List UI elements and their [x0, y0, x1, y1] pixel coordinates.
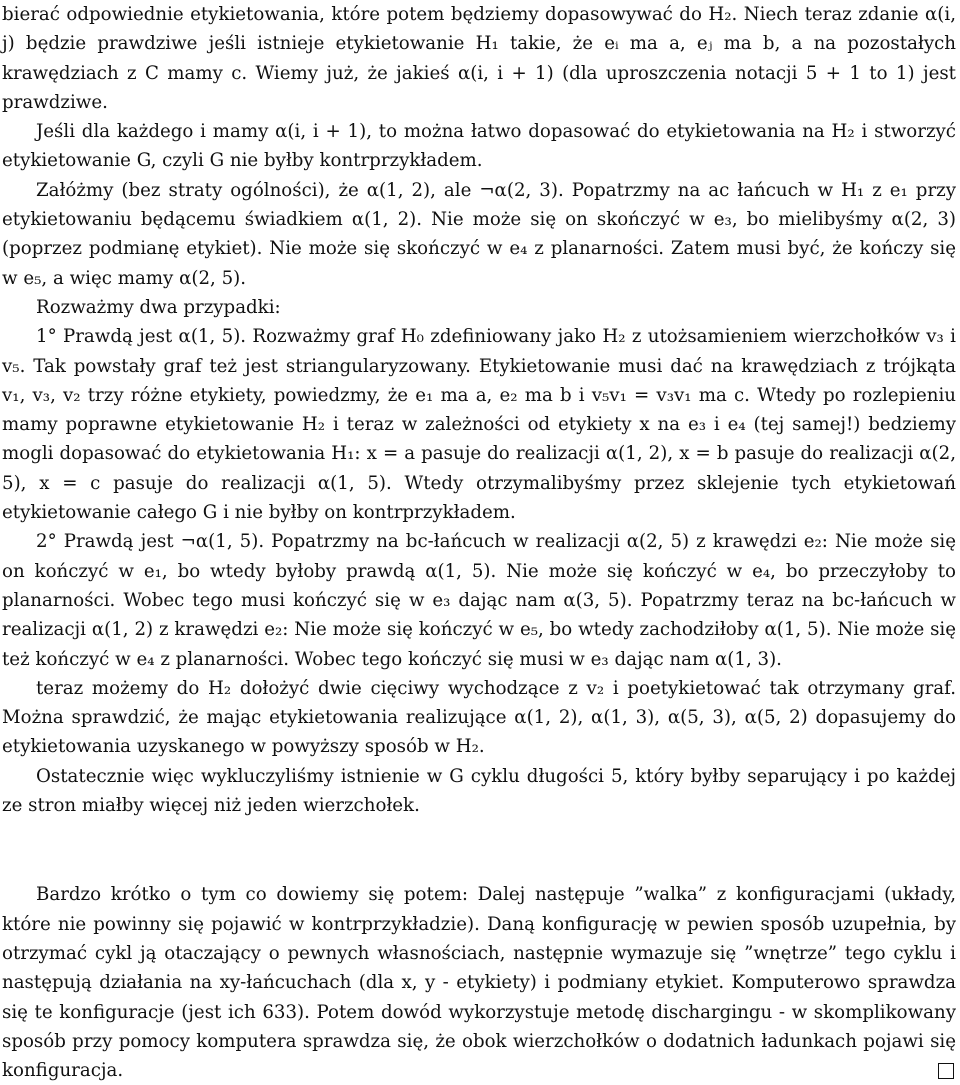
case-1-paragraph: 1° Prawdą jest α(1, 5). Rozważmy graf H₀ zdefiniowany jako H₂ z utożsamieniem wierzchołków v₃ i v₅. Tak powstały graf też jest striangularyzowany. Etykietowanie musi dać na krawędziach z trójkąta v₁, v₃, v₂ trzy różne etykiety, powiedzmy, że e₁ ma a, e₂ ma b i v₅v₁ = v₃v₁ ma c. Wtedy po rozlepieniu mamy poprawne etykietowanie H₂ i teraz w zależności od etykiety x na e₃ i e₄ (tej samej!) bedziemy mogli dopasować do etykietowania H₁: x = a pasuje do realizacji α(1, 2), x = b pasuje do realizacji α(2, 5), x = c pasuje do realizacji α(1, 5). Wtedy otrzymalibyśmy przez sklejenie tych etykietowań etykietowanie całego G i nie byłby on kontrprzykładem.: [2, 326, 956, 524]
paragraph-conclusion: Ostatecznie więc wykluczyliśmy istnienie w G cyklu długości 5, który byłby separujący i po każdej ze stron miałby więcej niż jeden wierzchołek.: [2, 765, 956, 817]
paragraph-3: Załóżmy (bez straty ogólności), że α(1, 2), ale ¬α(2, 3). Popatrzmy na ac łańcuch w H₁ z e₁ przy etykietowaniu będącemu świadkiem α(1, 2). Nie może się on skończyć w e₃, bo mielibyśmy α(2, 3) (poprzez podmianę etykiet). Nie może się skończyć w e₄ z planarności. Zatem musi być, że kończy się w e₅, a więc mamy α(2, 5).: [2, 179, 956, 289]
paragraph-1: bierać odpowiednie etykietowania, które potem będziemy dopasowywać do H₂. Niech teraz zdanie α(i, j) będzie prawdziwe jeśli istnieje etykietowanie H₁ takie, że eᵢ ma a, eⱼ ma b, a na pozostałych krawędziach z C mamy c. Wiemy już, że jakieś α(i, i + 1) (dla uproszczenia notacji 5 + 1 to 1) jest prawdziwe.: [2, 4, 956, 113]
section-gap: [2, 820, 956, 880]
paragraph-2: Jeśli dla każdego i mamy α(i, i + 1), to można łatwo dopasować do etykietowania na H₂ i stworzyć etykietowanie G, czyli G nie byłby kontrprzykładem.: [2, 121, 956, 172]
final-paragraph-container: [2, 880, 956, 1085]
paragraph-chords: teraz możemy do H₂ dołożyć dwie cięciwy wychodzące z v₂ i poetykietować tak otrzymany graf. Można sprawdzić, że mając etykietowania realizujące α(1, 2), α(1, 3), α(5, 3), α(5, 2) dopasujemy do etykietowania uzyskanego w powyższy sposób w H₂.: [2, 677, 956, 758]
paragraph-summary: Bardzo krótko o tym co dowiemy się potem: Dalej następuje ”walka” z konfiguracjami (układy, które nie powinny się pojawić w kontrprzykładzie). Daną konfigurację w pewien sposób uzupełnia, by otrzymać cykl ją otaczający o pewnych własnościach, następnie wymazuje się ”wnętrze” tego cyklu i następują działania na xy-łańcuchach (dla x, y - etykiety) i podmiany etykiet. Komputerowo sprawdza się te konfiguracje (jest ich 633). Potem dowód wykorzystuje metodę dischargingu - w skomplikowany sposób przy pomocy komputera sprawdza się, że obok wierzchołków o dodatnich ładunkach pojawi się konfiguracja.: [2, 884, 956, 1082]
paragraph-4: Rozważmy dwa przypadki:: [36, 296, 281, 318]
case-2-paragraph: 2° Prawdą jest ¬α(1, 5). Popatrzmy na bc-łańcuch w realizacji α(2, 5) z krawędzi e₂: Nie może się on kończyć w e₁, bo wtedy byłoby prawdą α(1, 5). Nie może się kończyć w e₄, bo przeczyłoby to planarności. Wobec tego musi kończyć się w e₃ dając nam α(3, 5). Popatrzmy teraz na bc-łańcuch w realizacji α(1, 2) z krawędzi e₂: Nie może się kończyć w e₅, bo wtedy zachodziłoby α(1, 5). Nie może się też kończyć w e₄ z planarności. Wobec tego kończyć się musi w e₃ dając nam α(1, 3).: [2, 531, 956, 670]
qed-square-icon: [938, 1063, 954, 1079]
